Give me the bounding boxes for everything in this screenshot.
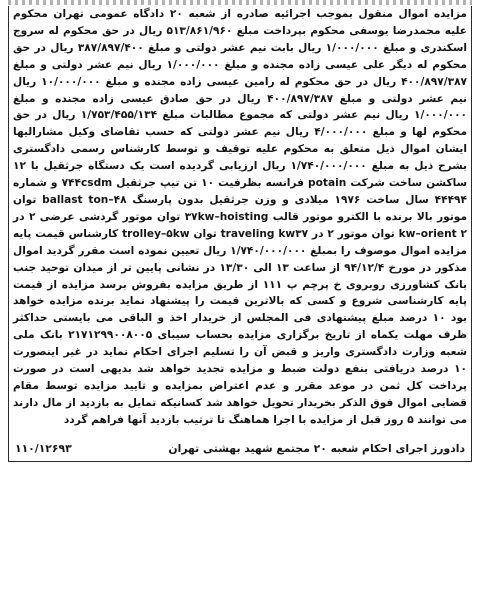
auction-notice xyxy=(8,6,472,462)
notice-footer xyxy=(15,440,465,457)
notice-code: ۱۱۰/۱۲۶۹۳ xyxy=(15,442,72,455)
notice-body: مزایده اموال منقول بموجب اجرائیه صادره از شعبه ۲۰ دادگاه عمومی تهران محکوم علیه محمدرضا یوسفی محکوم بپرداخت مبلغ ۵۱۳/۸۶۱/۹۶۰ ریال در حق محکوم له سروج اسکندری و مبلغ ۱/۰۰۰/۰۰۰ ریال بابت نیم عشر دولتی و مبلغ ۳۸۷/۸۹۷/۴۰۰ ریال در حق محکوم له دیگر علی عیسی زاده مجنده و مبلغ ۱/۰۰۰/۰۰۰ ریال نیم عشر دولتی و مبلغ ۴۰۰/۸۹۷/۳۸۷ ریال در حق محکوم له رامین عیسی زاده مجنده و مبلغ ۱۰/۰۰۰/۰۰۰ ریال نیم عشر دولتی و مبلغ ۴۰۰/۸۹۷/۳۸۷ ریال در حق صادق عیسی زاده مجنده و مبلغ ۱/۰۰۰/۰۰۰ ریال نیم عشر دولتی که مجموع مطالبات مبلغ ۱/۷۵۳/۴۵۵/۱۳۴ ریال در حق محکوم لها و مبلغ ۴/۰۰۰/۰۰۰ ریال نیم عشر دولتی که حسب تقاضای وکیل مشارالیها ایشان اموال ذیل متعلق به محکوم علیه توقیف و توسط کارشناس رسمی دادگستری بشرح ذیل به مبلغ ۱/۷۴۰/۰۰۰/۰۰۰ ریال ارزیابی گردیده است یک دستگاه جرثقیل با ۱۲ ساکشن ساخت شرکت potain فرانسه بظرفیت ۱۰ تن تیپ جرثقیل ۷۴۴csdm و شماره ۴۴۴۹۴ سال ساخت ۱۹۷۶ میلادی و وزن جرثقیل بدون پارسنگ ۴۸–ballast ton توان موتور بالا برنده با الکترو موتور قالب ۳۷kw–hoisting توان موتور گردشی عرضی ۲ در kw–orient ۲ توان موتور ۲ در traveling kw۳۷ توان trolley–۵kw کارشناس قیمت پایه مزایده اموال موصوف را بمبلغ ۱/۷۴۰/۰۰۰/۰۰۰ ریال تعیین نموده است مقرر گردید اموال مذکور در مورخ ۹۴/۱۲/۴ از ساعت ۱۳ الی ۱۳/۳۰ در نشانی پایین تر از میدان توحید جنب بانک کشاورزی روبروی خ پرچم پ ۱۱۱ از طریق مزایده بفروش برسد مزایده از قیمت پایه کارشناسی شروع و کسی که بالاترین قیمت را پیشنهاد نماید برنده مزایده خواهد بود ۱۰ درصد مبلغ پیشنهادی فی المجلس از خریدار اخذ و الباقی می بایستی حداکثر ظرف مهلت یکماه از تاریخ برگزاری مزایده بحساب سیبای ۲۱۷۱۲۹۹۰۰۸۰۰۵ بانک ملی شعبه وزارت دادگستری واریز و قبض آن را تسلیم اجرای احکام نماید در غیر اینصورت ۱۰ درصد دریافتی بنفع دولت ضبط و مزایده تجدید خواهد شد بدیهی است در صورت پرداخت کل ثمن در موعد مقرر و عدم اعتراض بمزایده و تایید مزایده توسط مقام قضایی اموال فوق الذکر بخریدار تحویل خواهد شد کسانیکه تمایل به بازدید از مال دارند می توانند ۵ روز قبل از مزایده با اجرا هماهنگ تا ترتیب بازدید آنها فراهم گردد xyxy=(13,8,468,426)
notice-issuer: دادورز اجرای احکام شعبه ۲۰ مجتمع شهید بهشتی تهران xyxy=(168,442,465,455)
